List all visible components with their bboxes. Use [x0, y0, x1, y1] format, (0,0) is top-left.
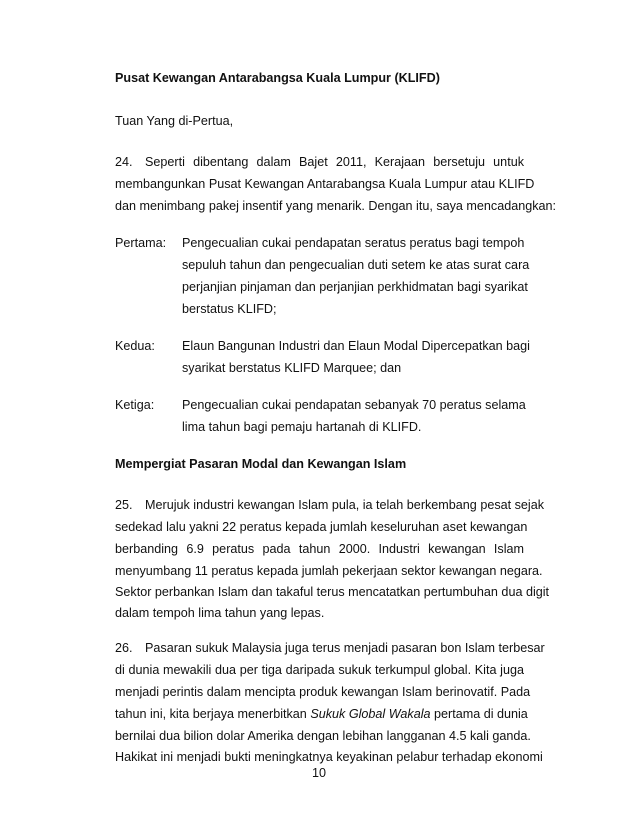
item-kedua-line-2: syarikat berstatus KLIFD Marquee; dan [182, 361, 402, 375]
para24-line-2: membangunkan Pusat Kewangan Antarabangsa Kuala Lumpur atau KLIFD [115, 177, 535, 191]
para24-line-3: dan menimbang pakej insentif yang menarik. Dengan itu, saya mencadangkan: [115, 199, 557, 213]
para26-line-1: 26. Pasaran sukuk Malaysia juga terus menjadi pasaran bon Islam terbesar [115, 641, 545, 655]
item-label-pertama: Pertama: [115, 236, 167, 250]
page-number: 10 [311, 766, 326, 780]
para25-line-3: berbanding 6.9 peratus pada tahun 2000. Industri kewangan Islam [115, 542, 524, 556]
para26-line-4: tahun ini, kita berjaya menerbitkan Sukuk Global Wakala pertama di dunia [115, 707, 528, 721]
item-pertama-line-2: sepuluh tahun dan pengecualian duti setem ke atas surat cara [182, 258, 530, 272]
sukuk-global-wakala: Sukuk Global Wakala [310, 707, 431, 721]
item-ketiga-line-1: Pengecualian cukai pendapatan sebanyak 70 peratus selama [182, 398, 526, 412]
para25-line-5: Sektor perbankan Islam dan takaful terus mencatatkan pertumbuhan dua digit [115, 585, 550, 599]
para26-line-2: di dunia mewakili dua per tiga daripada sukuk terkumpul global. Kita juga [115, 663, 524, 677]
para25-line-6: dalam tempoh lima tahun yang lepas. [115, 606, 325, 620]
para26-number: 26. [115, 641, 133, 655]
heading-klifd: Pusat Kewangan Antarabangsa Kuala Lumpur (KLIFD) [115, 71, 440, 85]
item-pertama-line-3: perjanjian pinjaman dan perjanjian perkhidmatan bagi syarikat [182, 280, 528, 294]
item-pertama-line-1: Pengecualian cukai pendapatan seratus peratus bagi tempoh [182, 236, 525, 250]
salutation: Tuan Yang di-Pertua, [115, 114, 234, 128]
para26-line-3: menjadi perintis dalam mencipta produk kewangan Islam berinovatif. Pada [115, 685, 531, 699]
item-pertama-line-4: berstatus KLIFD; [182, 302, 277, 316]
heading-islamic-finance: Mempergiat Pasaran Modal dan Kewangan Islam [115, 457, 407, 471]
para25-line-4: menyumbang 11 peratus kepada jumlah pekerjaan sektor kewangan negara. [115, 564, 543, 578]
para24-line-1: 24. Seperti dibentang dalam Bajet 2011, Kerajaan bersetuju untuk [115, 155, 524, 169]
para26-line-6: Hakikat ini menjadi bukti meningkatnya keyakinan pelabur terhadap ekonomi [115, 750, 543, 764]
item-label-ketiga: Ketiga: [115, 398, 155, 412]
para26-line-5: bernilai dua bilion dolar Amerika dengan lebihan langganan 4.5 kali ganda. [115, 729, 531, 743]
item-ketiga-line-2: lima tahun bagi pemaju hartanah di KLIFD. [182, 420, 422, 434]
para25-number: 25. [115, 498, 133, 512]
para25-line-1: 25. Merujuk industri kewangan Islam pula, ia telah berkembang pesat sejak [115, 498, 545, 512]
para25-line-2: sedekad lalu yakni 22 peratus kepada jumlah keseluruhan aset kewangan [115, 520, 528, 534]
para24-number: 24. [115, 155, 133, 169]
item-kedua-line-1: Elaun Bangunan Industri dan Elaun Modal Dipercepatkan bagi [182, 339, 530, 353]
item-label-kedua: Kedua: [115, 339, 155, 353]
